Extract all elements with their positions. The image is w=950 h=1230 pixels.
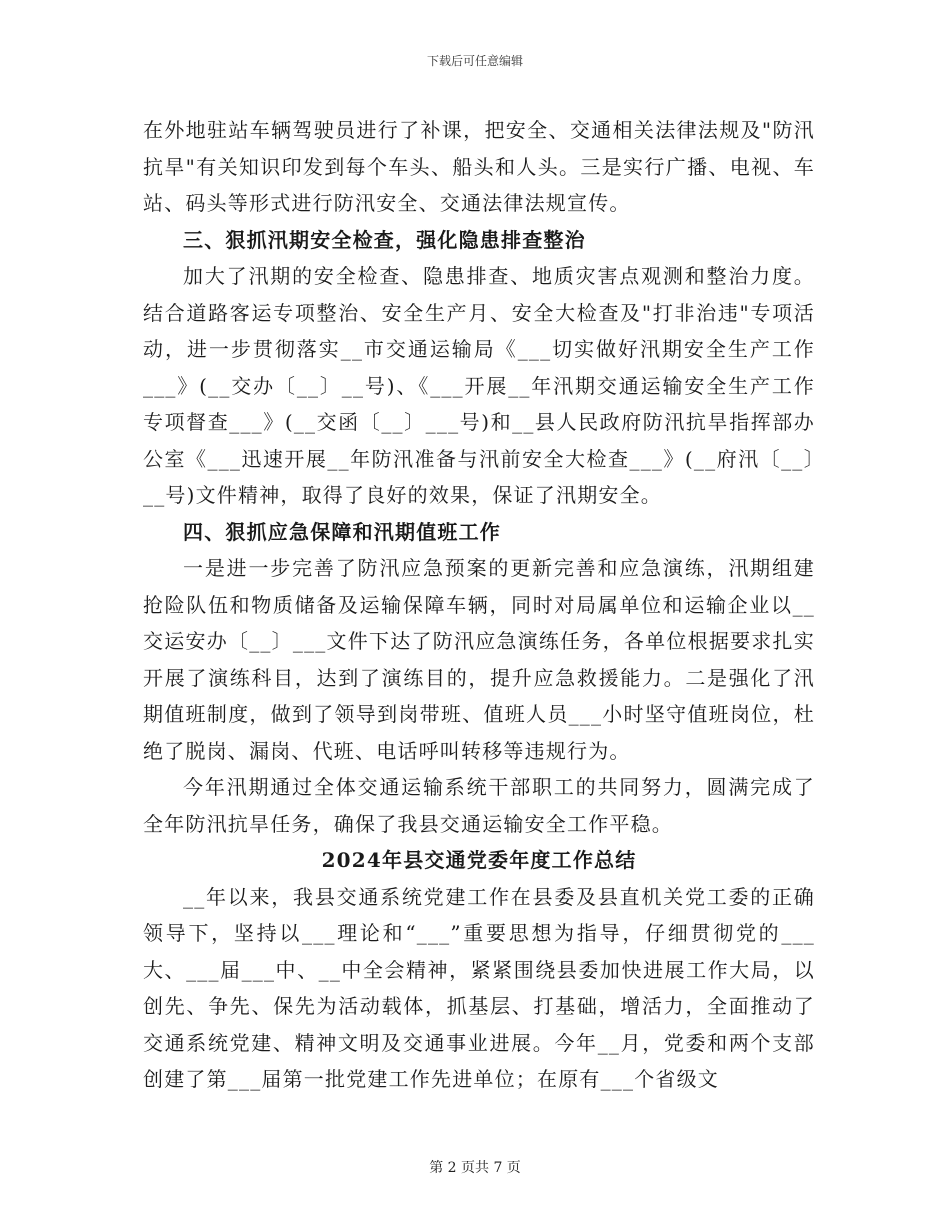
paragraph-4: 一是进一步完善了防汛应急预案的更新完善和应急演练，汛期组建抢险队伍和物质储备及运输保障车辆，同时对局属单位和运输企业以__交运安办〔__〕___文件下达了防汛应急演练任务，各单位根据要求扎实开展了演练科目，达到了演练目的，提升应急救援能力。二是强化了汛期值班制度，做到了领导到岗带班、值班人员___小时坚守值班岗位，杜绝了脱岗、漏岗、代班、电话呼叫转移等违规行为。	[143, 556, 815, 763]
page-number: 第 2 页共 7 页	[429, 1160, 521, 1176]
paragraph-continued: 在外地驻站车辆驾驶员进行了补课，把安全、交通相关法律法规及"防汛抗旱"有关知识印发到每个车头、船头和人头。三是实行广播、电视、车站、码头等形式进行防汛安全、交通法律法规宣传。	[143, 118, 815, 215]
document-section-title: 2024年县交通党委年度工作总结	[321, 848, 637, 872]
section-heading-4: 四、狠抓应急保障和汛期值班工作	[183, 519, 501, 544]
page-header-note: 下载后可任意编辑	[426, 54, 523, 68]
section-heading-3: 三、狠抓汛期安全检查，强化隐患排查整治	[183, 227, 586, 252]
paragraph-5: 今年汛期通过全体交通运输系统干部职工的共同努力，圆满完成了全年防汛抗旱任务，确保了我县交通运输安全工作平稳。	[143, 775, 815, 836]
paragraph-3: 加大了汛期的安全检查、隐患排查、地质灾害点观测和整治力度。结合道路客运专项整治、安全生产月、安全大检查及"打非治违"专项活动，进一步贯彻落实__市交通运输局《___切实做好汛期安全生产工作___》(__交办〔__〕__号)、《___开展__年汛期交通运输安全生产工作专项督查___》(__交函〔__〕___号)和__县人民政府防汛抗旱指挥部办公室《___迅速开展__年防汛准备与汛前安全大检查___》(__府汛〔__〕__号)文件精神，取得了良好的效果，保证了汛期安全。	[143, 264, 815, 507]
document-body	[143, 112, 815, 1098]
paragraph-6: __年以来，我县交通系统党建工作在县委及县直机关党工委的正确领导下，坚持以___理论和“___”重要思想为指导，仔细贯彻党的___大、___届___中、__中全会精神，紧紧围绕县委加快进展工作大局，以创先、争先、保先为活动载体，抓基层、打基础，增活力，全面推动了交通系统党建、精神文明及交通事业进展。今年__月，党委和两个支部创建了第___届第一批党建工作先进单位；在原有___个省级文	[143, 884, 815, 1091]
